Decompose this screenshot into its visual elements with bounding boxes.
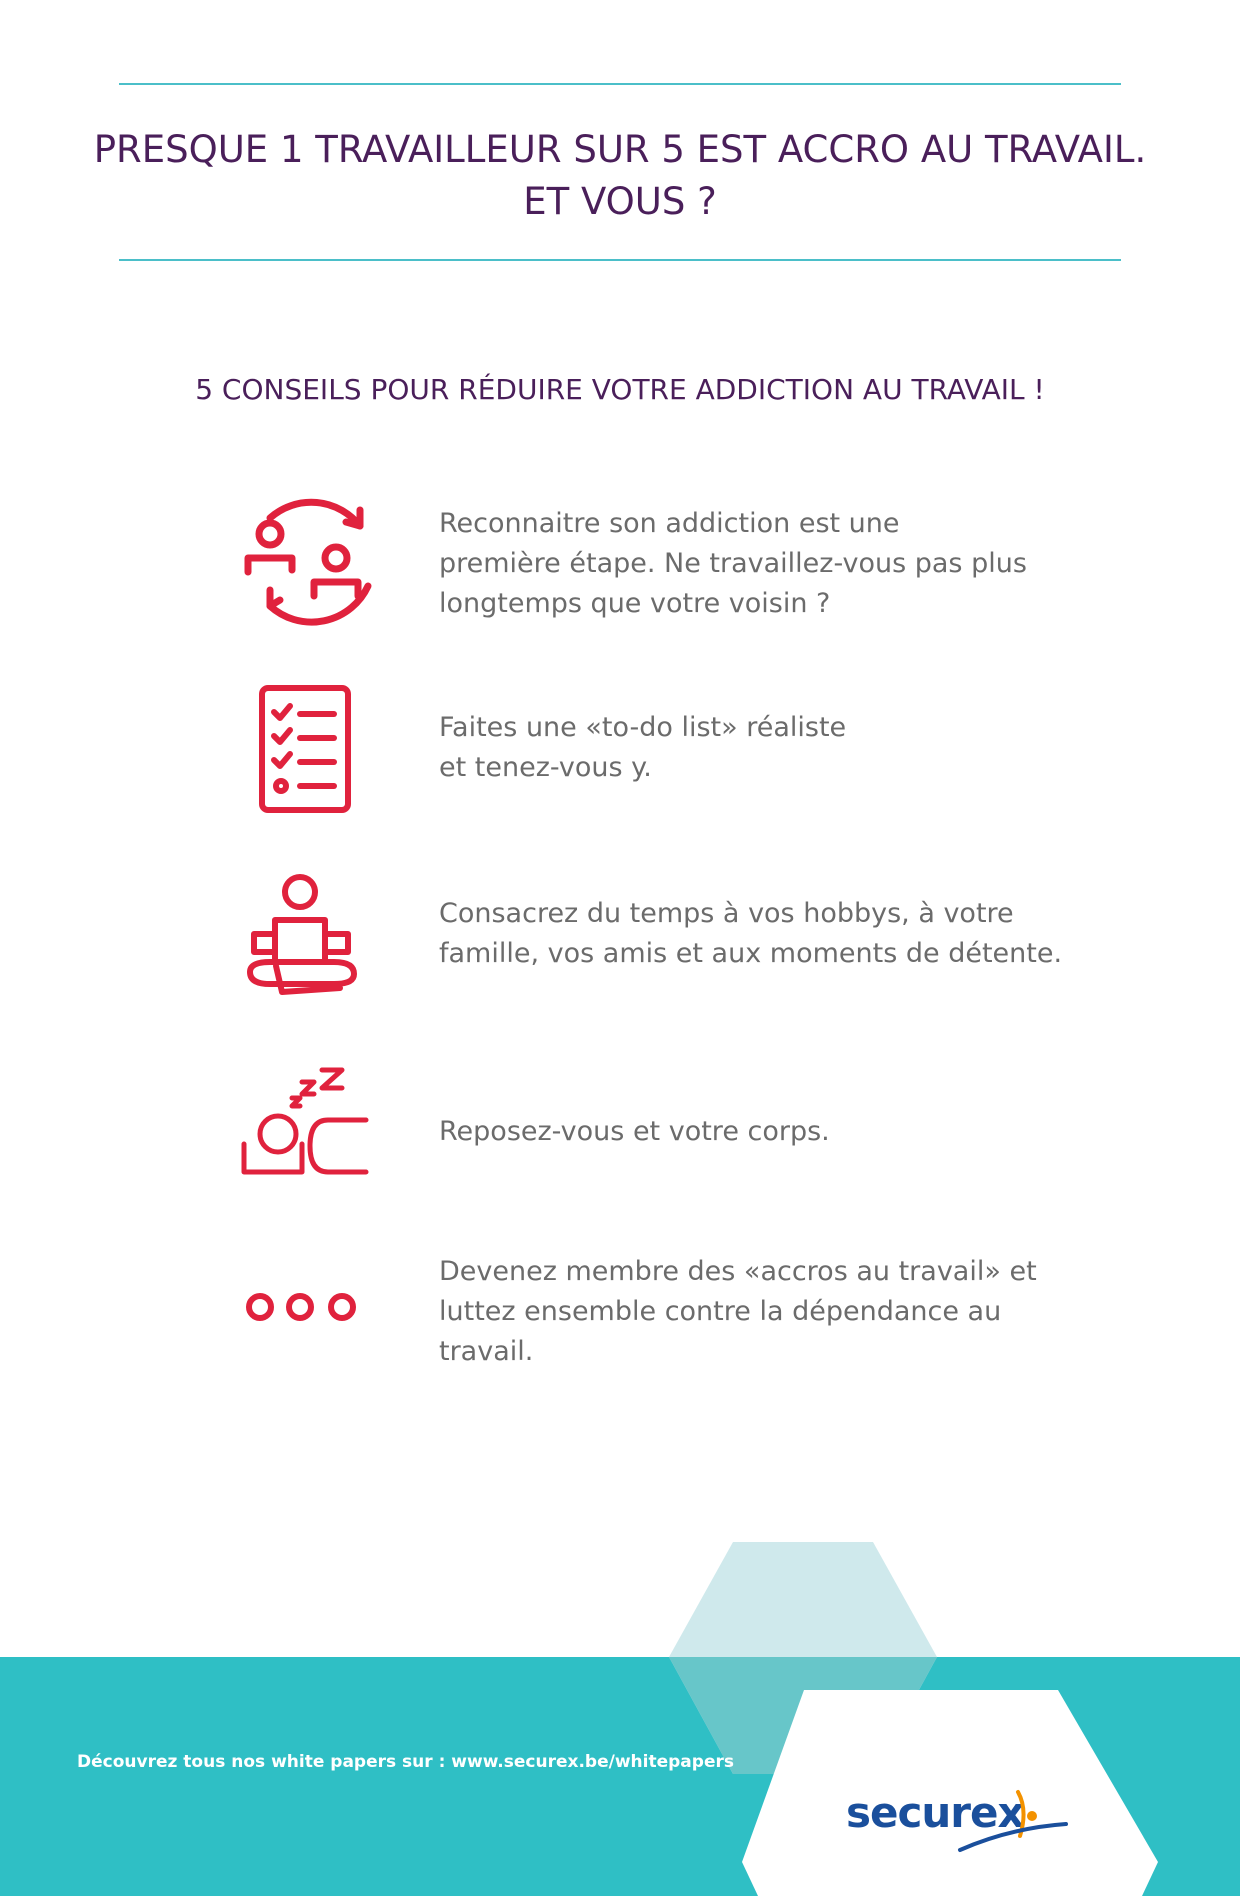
tip-text-4: Reposez-vous et votre corps. [439,1116,830,1147]
title-line-2: ET VOUS ? [523,180,717,223]
logo-text: securex [846,1788,1024,1837]
securex-logo [840,1780,1080,1860]
title-line-1: PRESQUE 1 TRAVAILLEUR SUR 5 EST ACCRO AU TRAVAIL. [93,128,1147,171]
tip-text-5: Devenez membre des «accros au travail» et luttez ensemble contre la dépendance au travail. [439,1256,1037,1367]
tip-text-2: Faites une «to-do list» réaliste et tenez-vous y. [439,712,847,783]
logo-mark-icon [840,1780,1080,1860]
tip-text-1: Reconnaitre son addiction est une première étape. Ne travaillez-vous pas plus longtemps que votre voisin ? [439,508,1027,619]
tip-text-3: Consacrez du temps à vos hobbys, à votre famille, vos amis et aux moments de détente. [439,898,1063,969]
tips-heading: 5 CONSEILS POUR RÉDUIRE VOTRE ADDICTION AU TRAVAIL ! [195,373,1045,406]
whitepapers-link[interactable]: Découvrez tous nos white papers sur : www.securex.be/whitepapers [77,1752,734,1772]
